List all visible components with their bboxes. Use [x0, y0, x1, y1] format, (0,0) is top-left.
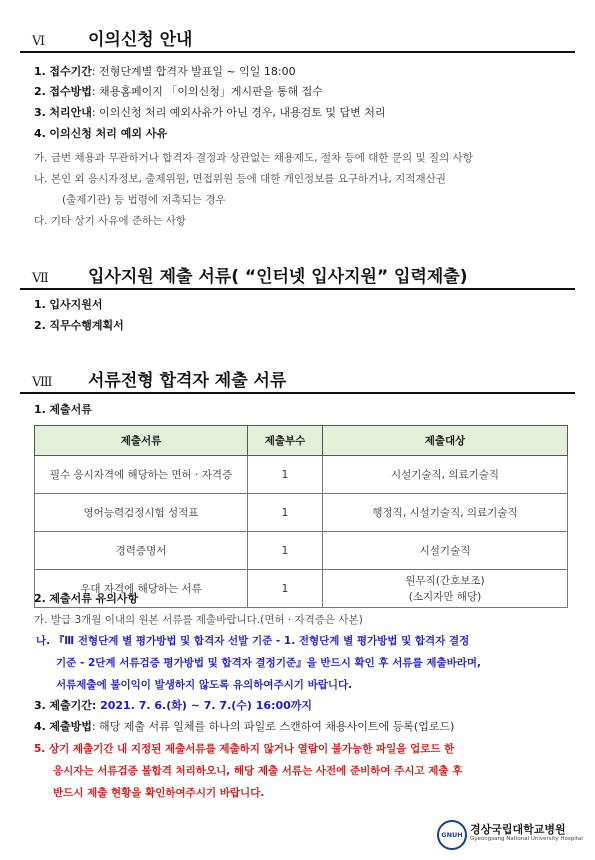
- item-label: 제출기간: [49, 699, 92, 712]
- item-8-5-line-3: 반드시 제출 현황을 확인하여주시기 바랍니다.: [53, 787, 265, 799]
- item-number: 2.: [34, 85, 46, 98]
- item-number: 1.: [34, 298, 46, 311]
- item-text: : 해당 제출 서류 일체를 하나의 파일로 스캔하여 채용사이트에 등록(업로드): [91, 720, 455, 733]
- item-text: : 2021. 7. 6.(화) ~ 7. 7.(수) 16:00까지: [91, 699, 313, 712]
- table-row: [35, 494, 568, 532]
- item-label: 처리안내: [49, 106, 92, 119]
- note-na-line-3: 서류제출에 불이익이 발생하지 않도록 유의하여주시기 바랍니다.: [56, 679, 353, 691]
- item-8-3: [34, 699, 312, 713]
- note-na-line-2: 기준 - 2단계 서류검증 평가방법 및 합격자 결정기준』을 반드시 확인 후 서류를 제출바라며,: [56, 657, 482, 669]
- item-label: 접수기간: [49, 65, 92, 78]
- item-label: 입사지원서: [49, 298, 103, 311]
- table-cell: 경력증명서: [35, 532, 248, 570]
- item-label: 직무수행계획서: [49, 319, 124, 332]
- table-cell: 원무직(간호보조) (소지자만 해당): [323, 570, 568, 608]
- item-text: : 채용홈페이지 「이의신청」게시판을 통해 접수: [91, 85, 323, 98]
- item-number: 4.: [34, 127, 46, 140]
- item-number: 3.: [34, 106, 46, 119]
- item-8-5-line-1: 5. 상기 제출기간 내 지정된 제출서류를 제출하지 않거나 열람이 불가능한 파일을 업로드 한: [34, 743, 455, 755]
- table-row: [35, 532, 568, 570]
- item-7-1: [34, 298, 102, 312]
- table-row: [35, 456, 568, 494]
- item-text: : 이의신청 처리 예외사유가 아닌 경우, 내용검토 및 답변 처리: [91, 106, 386, 119]
- item-6-1: [34, 65, 296, 79]
- logo-emblem-icon: GNUH: [437, 820, 467, 850]
- table-cell: 영어능력검정시험 성적표: [35, 494, 248, 532]
- item-6-4: [34, 127, 167, 141]
- item-label: 이의신청 처리 예외 사유: [49, 127, 168, 140]
- item-8-4: [34, 720, 454, 734]
- table-header-row: [35, 426, 568, 456]
- table-header: 제출대상: [323, 426, 568, 456]
- item-7-2: [34, 319, 124, 333]
- table-header: 제출부수: [248, 426, 323, 456]
- hospital-logo: [437, 820, 587, 848]
- item-8-2: [34, 592, 138, 606]
- section-8-header: [20, 370, 575, 394]
- exception-na-cont: (출제기관) 등 법령에 저촉되는 경우: [62, 194, 226, 206]
- item-number: 2.: [34, 592, 46, 605]
- table-cell: 1: [248, 570, 323, 608]
- item-text: : 전형단계별 합격자 발표일 ~ 익일 18:00: [91, 65, 296, 78]
- documents-table: [34, 425, 568, 608]
- table-cell: 우대 자격에 해당하는 서류: [35, 570, 248, 608]
- item-number: 1.: [34, 403, 46, 416]
- exception-na: 나. 본인 외 응시자정보, 출제위원, 면접위원 등에 대한 개인정보를 요구하거나, 지적재산권: [34, 173, 446, 185]
- table-cell: 시설기술직, 의료기술직: [323, 456, 568, 494]
- item-8-5-line-2: 응시자는 서류검증 불합격 처리하오니, 해당 제출 서류는 사전에 준비하여 주시고 제출 후: [53, 765, 463, 777]
- section-6-header: [20, 29, 575, 53]
- table-cell: 행정직, 시설기술직, 의료기술직: [323, 494, 568, 532]
- note-na-line-1: 나. 『Ⅲ 전형단계 별 평가방법 및 합격자 선발 기준 - 1. 전형단계 별 평가방법 및 합격자 결정: [36, 635, 470, 647]
- table-cell: 필수 응시자격에 해당하는 면허 · 자격증: [35, 456, 248, 494]
- logo-name-en: Gyeongsang National University Hospital: [470, 836, 583, 842]
- item-6-3: [34, 106, 386, 120]
- item-6-2: [34, 85, 323, 99]
- item-number: 4.: [34, 720, 46, 733]
- item-8-1: [34, 403, 92, 417]
- section-6-number: Ⅵ: [32, 34, 46, 49]
- item-number: 1.: [34, 65, 46, 78]
- item-label: 제출방법: [49, 720, 92, 733]
- section-7-number: Ⅶ: [32, 271, 49, 286]
- section-7-header: [20, 266, 575, 290]
- logo-name: 경상국립대학교병원: [470, 823, 566, 836]
- table-cell: 시설기술직: [323, 532, 568, 570]
- item-label: 제출서류: [49, 403, 92, 416]
- item-label: 제출서류 유의사항: [49, 592, 139, 605]
- table-cell: 1: [248, 532, 323, 570]
- item-label: 접수방법: [49, 85, 92, 98]
- section-6-title: 이의신청 안내: [88, 30, 193, 50]
- table-header: 제출서류: [35, 426, 248, 456]
- section-8-title: 서류전형 합격자 제출 서류: [88, 371, 287, 391]
- section-8-number: Ⅷ: [32, 375, 53, 390]
- section-7-title: 입사지원 제출 서류( “인터넷 입사지원” 입력제출): [88, 267, 468, 287]
- item-number: 2.: [34, 319, 46, 332]
- note-ga: 가. 발급 3개월 이내의 원본 서류를 제출바랍니다.(면허 · 자격증은 사본): [34, 614, 363, 626]
- item-number: 3.: [34, 699, 46, 712]
- exception-ga: 가. 금번 채용과 무관하거나 합격자 결정과 상관없는 채용제도, 절차 등에 대한 문의 및 질의 사항: [34, 152, 473, 164]
- table-cell: 1: [248, 456, 323, 494]
- exception-da: 다. 기타 상기 사유에 준하는 사항: [34, 215, 186, 227]
- table-cell: 1: [248, 494, 323, 532]
